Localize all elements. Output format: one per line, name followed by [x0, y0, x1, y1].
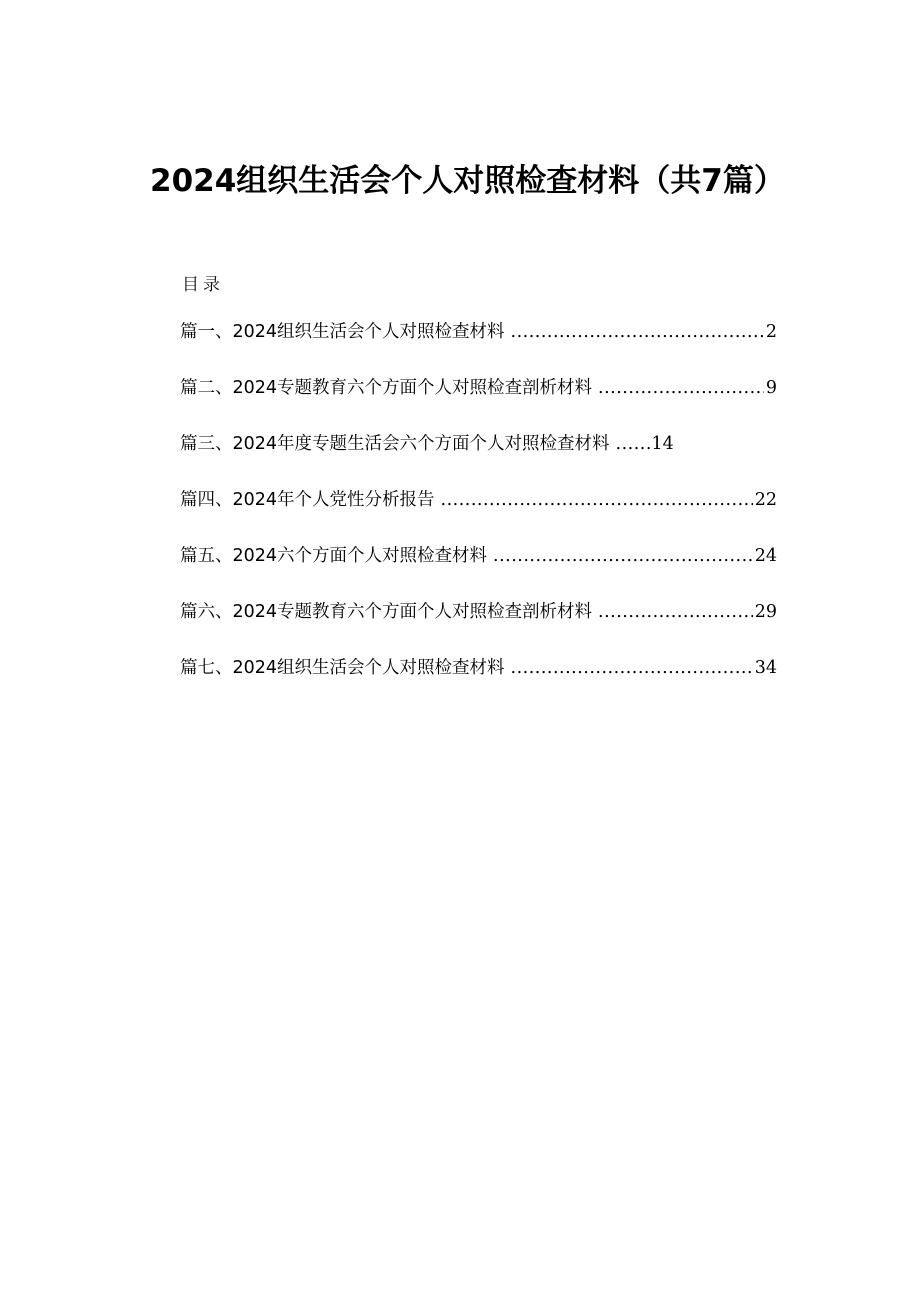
toc-entry-label: 篇六、2024专题教育六个方面个人对照检查剖析材料 — [180, 602, 593, 622]
toc-entry-1[interactable] — [180, 318, 777, 374]
toc-page-number: 22 — [754, 490, 777, 510]
toc-page-number: 34 — [754, 658, 777, 678]
toc-dot-leader — [511, 322, 764, 342]
toc-page-number: 14 — [651, 434, 674, 454]
toc-page-number: 29 — [754, 602, 777, 622]
toc-entry-label: 篇七、2024组织生活会个人对照检查材料 — [180, 658, 505, 678]
toc-page-number: 24 — [754, 546, 777, 566]
toc-dot-leader — [598, 602, 753, 622]
toc-dot-leader — [616, 434, 650, 454]
toc-dot-leader — [493, 546, 753, 566]
toc-dot-leader — [511, 658, 753, 678]
toc-page-number: 2 — [765, 322, 777, 342]
toc-entry-label: 篇四、2024年个人党性分析报告 — [180, 490, 435, 510]
toc-entry-label: 篇二、2024专题教育六个方面个人对照检查剖析材料 — [180, 378, 593, 398]
toc-entry-3[interactable] — [180, 430, 777, 486]
toc-entry-label: 篇一、2024组织生活会个人对照检查材料 — [180, 322, 505, 342]
toc-entry-label: 篇三、2024年度专题生活会六个方面个人对照检查材料 — [180, 434, 610, 454]
toc-dot-leader — [441, 490, 753, 510]
table-of-contents — [180, 318, 777, 710]
toc-page-number: 9 — [765, 378, 777, 398]
toc-entry-4[interactable] — [180, 486, 777, 542]
toc-heading: 目录 — [182, 275, 224, 295]
toc-entry-label: 篇五、2024六个方面个人对照检查材料 — [180, 546, 488, 566]
toc-entry-7[interactable] — [180, 654, 777, 710]
toc-dot-leader — [598, 378, 764, 398]
document-title: 2024组织生活会个人对照检查材料（共7篇） — [150, 162, 785, 199]
toc-entry-5[interactable] — [180, 542, 777, 598]
toc-entry-2[interactable] — [180, 374, 777, 430]
toc-entry-6[interactable] — [180, 598, 777, 654]
